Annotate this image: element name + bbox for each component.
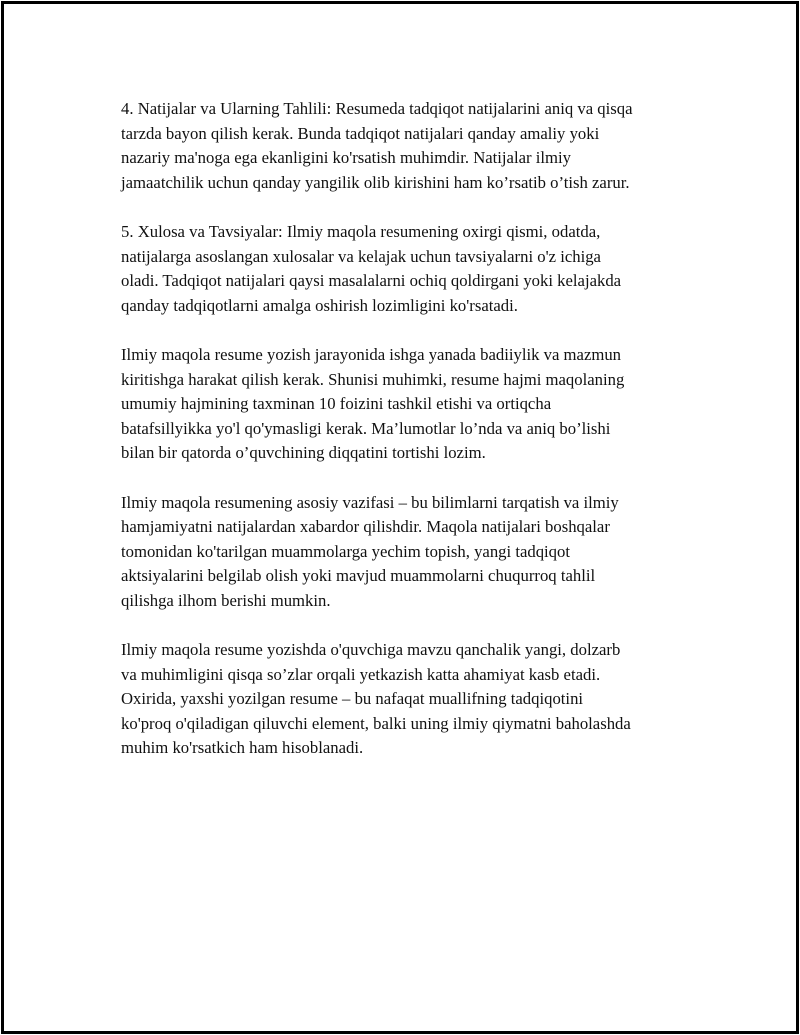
text-line: batafsillyikka yo'l qo'ymasligi kerak. Ma’lumotlar lo’nda va aniq bo’lishi	[121, 418, 611, 438]
document-page	[1, 1, 799, 1034]
text-line: Ilmiy maqola resume yozishda o'quvchiga mavzu qanchalik yangi, dolzarb	[121, 640, 621, 660]
paragraph-conclusion-recommendations	[121, 220, 701, 318]
text-line: oladi. Tadqiqot natijalari qaysi masalalarni ochiq qoldirgani yoki kelajakda	[121, 271, 622, 291]
text-line: bilan bir qatorda o’quvchining diqqatini tortishi lozim.	[121, 443, 486, 463]
text-line: Ilmiy maqola resumening asosiy vazifasi – bu bilimlarni tarqatish va ilmiy	[121, 492, 619, 512]
text-line: 5. Xulosa va Tavsiyalar: Ilmiy maqola resumening oxirgi qismi, odatda,	[121, 221, 601, 241]
text-line: muhim ko'rsatkich ham hisoblanadi.	[121, 738, 364, 758]
text-line: aktsiyalarini belgilab olish yoki mavjud muammolarni chuqurroq tahlil	[121, 566, 596, 586]
text-line: nazariy ma'noga ega ekanligini ko'rsatish muhimdir. Natijalar ilmiy	[121, 148, 571, 168]
text-line: qanday tadqiqotlarni amalga oshirish lozimligini ko'rsatadi.	[121, 295, 518, 315]
text-line: Oxirida, yaxshi yozilgan resume – bu nafaqat muallifning tadqiqotini	[121, 689, 584, 709]
document-body	[121, 97, 701, 786]
text-line: jamaatchilik uchun qanday yangilik olib kirishini ham ko’rsatib o’tish zarur.	[121, 172, 630, 192]
text-line: va muhimligini qisqa so’zlar orqali yetkazish katta ahamiyat kasb etadi.	[121, 664, 601, 684]
paragraph-results-analysis	[121, 97, 701, 195]
text-line: natijalarga asoslangan xulosalar va kelajak uchun tavsiyalarni o'z ichiga	[121, 246, 601, 266]
text-line: hamjamiyatni natijalardan xabardor qilishdir. Maqola natijalari boshqalar	[121, 517, 610, 537]
text-line: kiritishga harakat qilish kerak. Shunisi muhimki, resume hajmi maqolaning	[121, 369, 625, 389]
paragraph-closing	[121, 638, 701, 761]
text-line: umumiy hajmining taxminan 10 foizini tashkil etishi va ortiqcha	[121, 394, 552, 414]
paragraph-main-purpose	[121, 491, 701, 614]
paragraph-writing-process	[121, 343, 701, 466]
text-line: tarzda bayon qilish kerak. Bunda tadqiqot natijalari qanday amaliy yoki	[121, 123, 600, 143]
text-line: qilishga ilhom berishi mumkin.	[121, 590, 331, 610]
text-line: ko'proq o'qiladigan qiluvchi element, balki uning ilmiy qiymatni baholashda	[121, 713, 631, 733]
text-line: Ilmiy maqola resume yozish jarayonida ishga yanada badiiylik va mazmun	[121, 344, 622, 364]
text-line: tomonidan ko'tarilgan muammolarga yechim topish, yangi tadqiqot	[121, 541, 571, 561]
text-line: 4. Natijalar va Ularning Tahlili: Resumeda tadqiqot natijalarini aniq va qisqa	[121, 99, 633, 118]
